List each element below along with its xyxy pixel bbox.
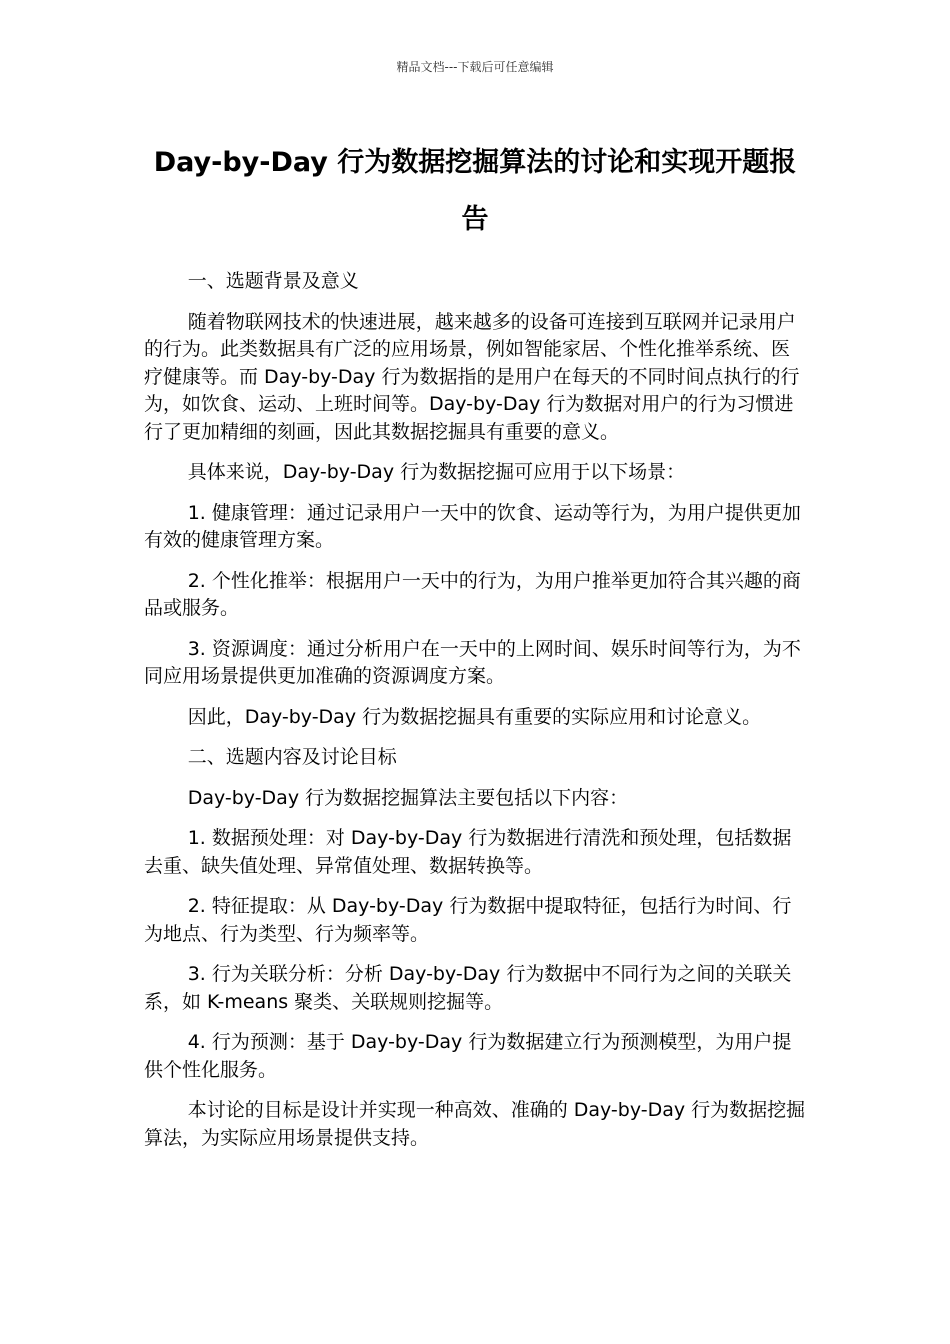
section-heading-content: 二、选题内容及讨论目标 <box>187 746 397 768</box>
list-item-association: 3. 行为关联分析：分析 Day-by-Day 行为数据中不同行为之间的关联关系，如 K-means 聚类、关联规则挖掘等。 <box>144 963 792 1013</box>
list-item-scheduling: 3. 资源调度：通过分析用户在一天中的上网时间、娱乐时间等行为，为不同应用场景提供更加准确的资源调度方案。 <box>144 637 801 687</box>
list-item-recommendation: 2. 个性化推举：根据用户一天中的行为，为用户推举更加符合其兴趣的商品或服务。 <box>144 569 801 619</box>
paragraph-content-intro: Day-by-Day 行为数据挖掘算法主要包括以下内容： <box>187 786 629 809</box>
list-item-health: 1. 健康管理：通过记录用户一天中的饮食、运动等行为，为用户提供更加有效的健康管理方案。 <box>144 501 801 551</box>
paragraph-significance: 因此，Day-by-Day 行为数据挖掘具有重要的实际应用和讨论意义。 <box>187 705 762 728</box>
paragraph-background: 随着物联网技术的快速进展，越来越多的设备可连接到互联网并记录用户的行为。此类数据具有广泛的应用场景，例如智能家居、个性化推举系统、医疗健康等。而 Day-by-Day 行为数据指的是用户在每天的不同时间点执行的行为，如饮食、运动、上班时间等。Day-by-Day 行为数据对用户的行为习惯进行了更加精细的刻画，因此其数据挖掘具有重要的意义。 <box>144 310 800 443</box>
list-item-feature-extraction: 2. 特征提取：从 Day-by-Day 行为数据中提取特征，包括行为时间、行为地点、行为类型、行为频率等。 <box>144 895 792 945</box>
document-body <box>144 268 808 1165</box>
paragraph-goal: 本讨论的目标是设计并实现一种高效、准确的 Day-by-Day 行为数据挖掘算法，为实际应用场景提供支持。 <box>144 1099 806 1149</box>
list-item-prediction: 4. 行为预测：基于 Day-by-Day 行为数据建立行为预测模型，为用户提供个性化服务。 <box>144 1031 792 1081</box>
list-item-preprocessing: 1. 数据预处理：对 Day-by-Day 行为数据进行清洗和预处理，包括数据去重、缺失值处理、异常值处理、数据转换等。 <box>144 827 792 877</box>
document-title: Day-by-Day 行为数据挖掘算法的讨论和实现开题报告 <box>153 147 797 235</box>
paragraph-scenarios-intro: 具体来说，Day-by-Day 行为数据挖掘可应用于以下场景： <box>187 461 686 483</box>
section-heading-background: 一、选题背景及意义 <box>187 270 359 292</box>
header-note: 精品文档---下载后可任意编辑 <box>396 60 554 74</box>
